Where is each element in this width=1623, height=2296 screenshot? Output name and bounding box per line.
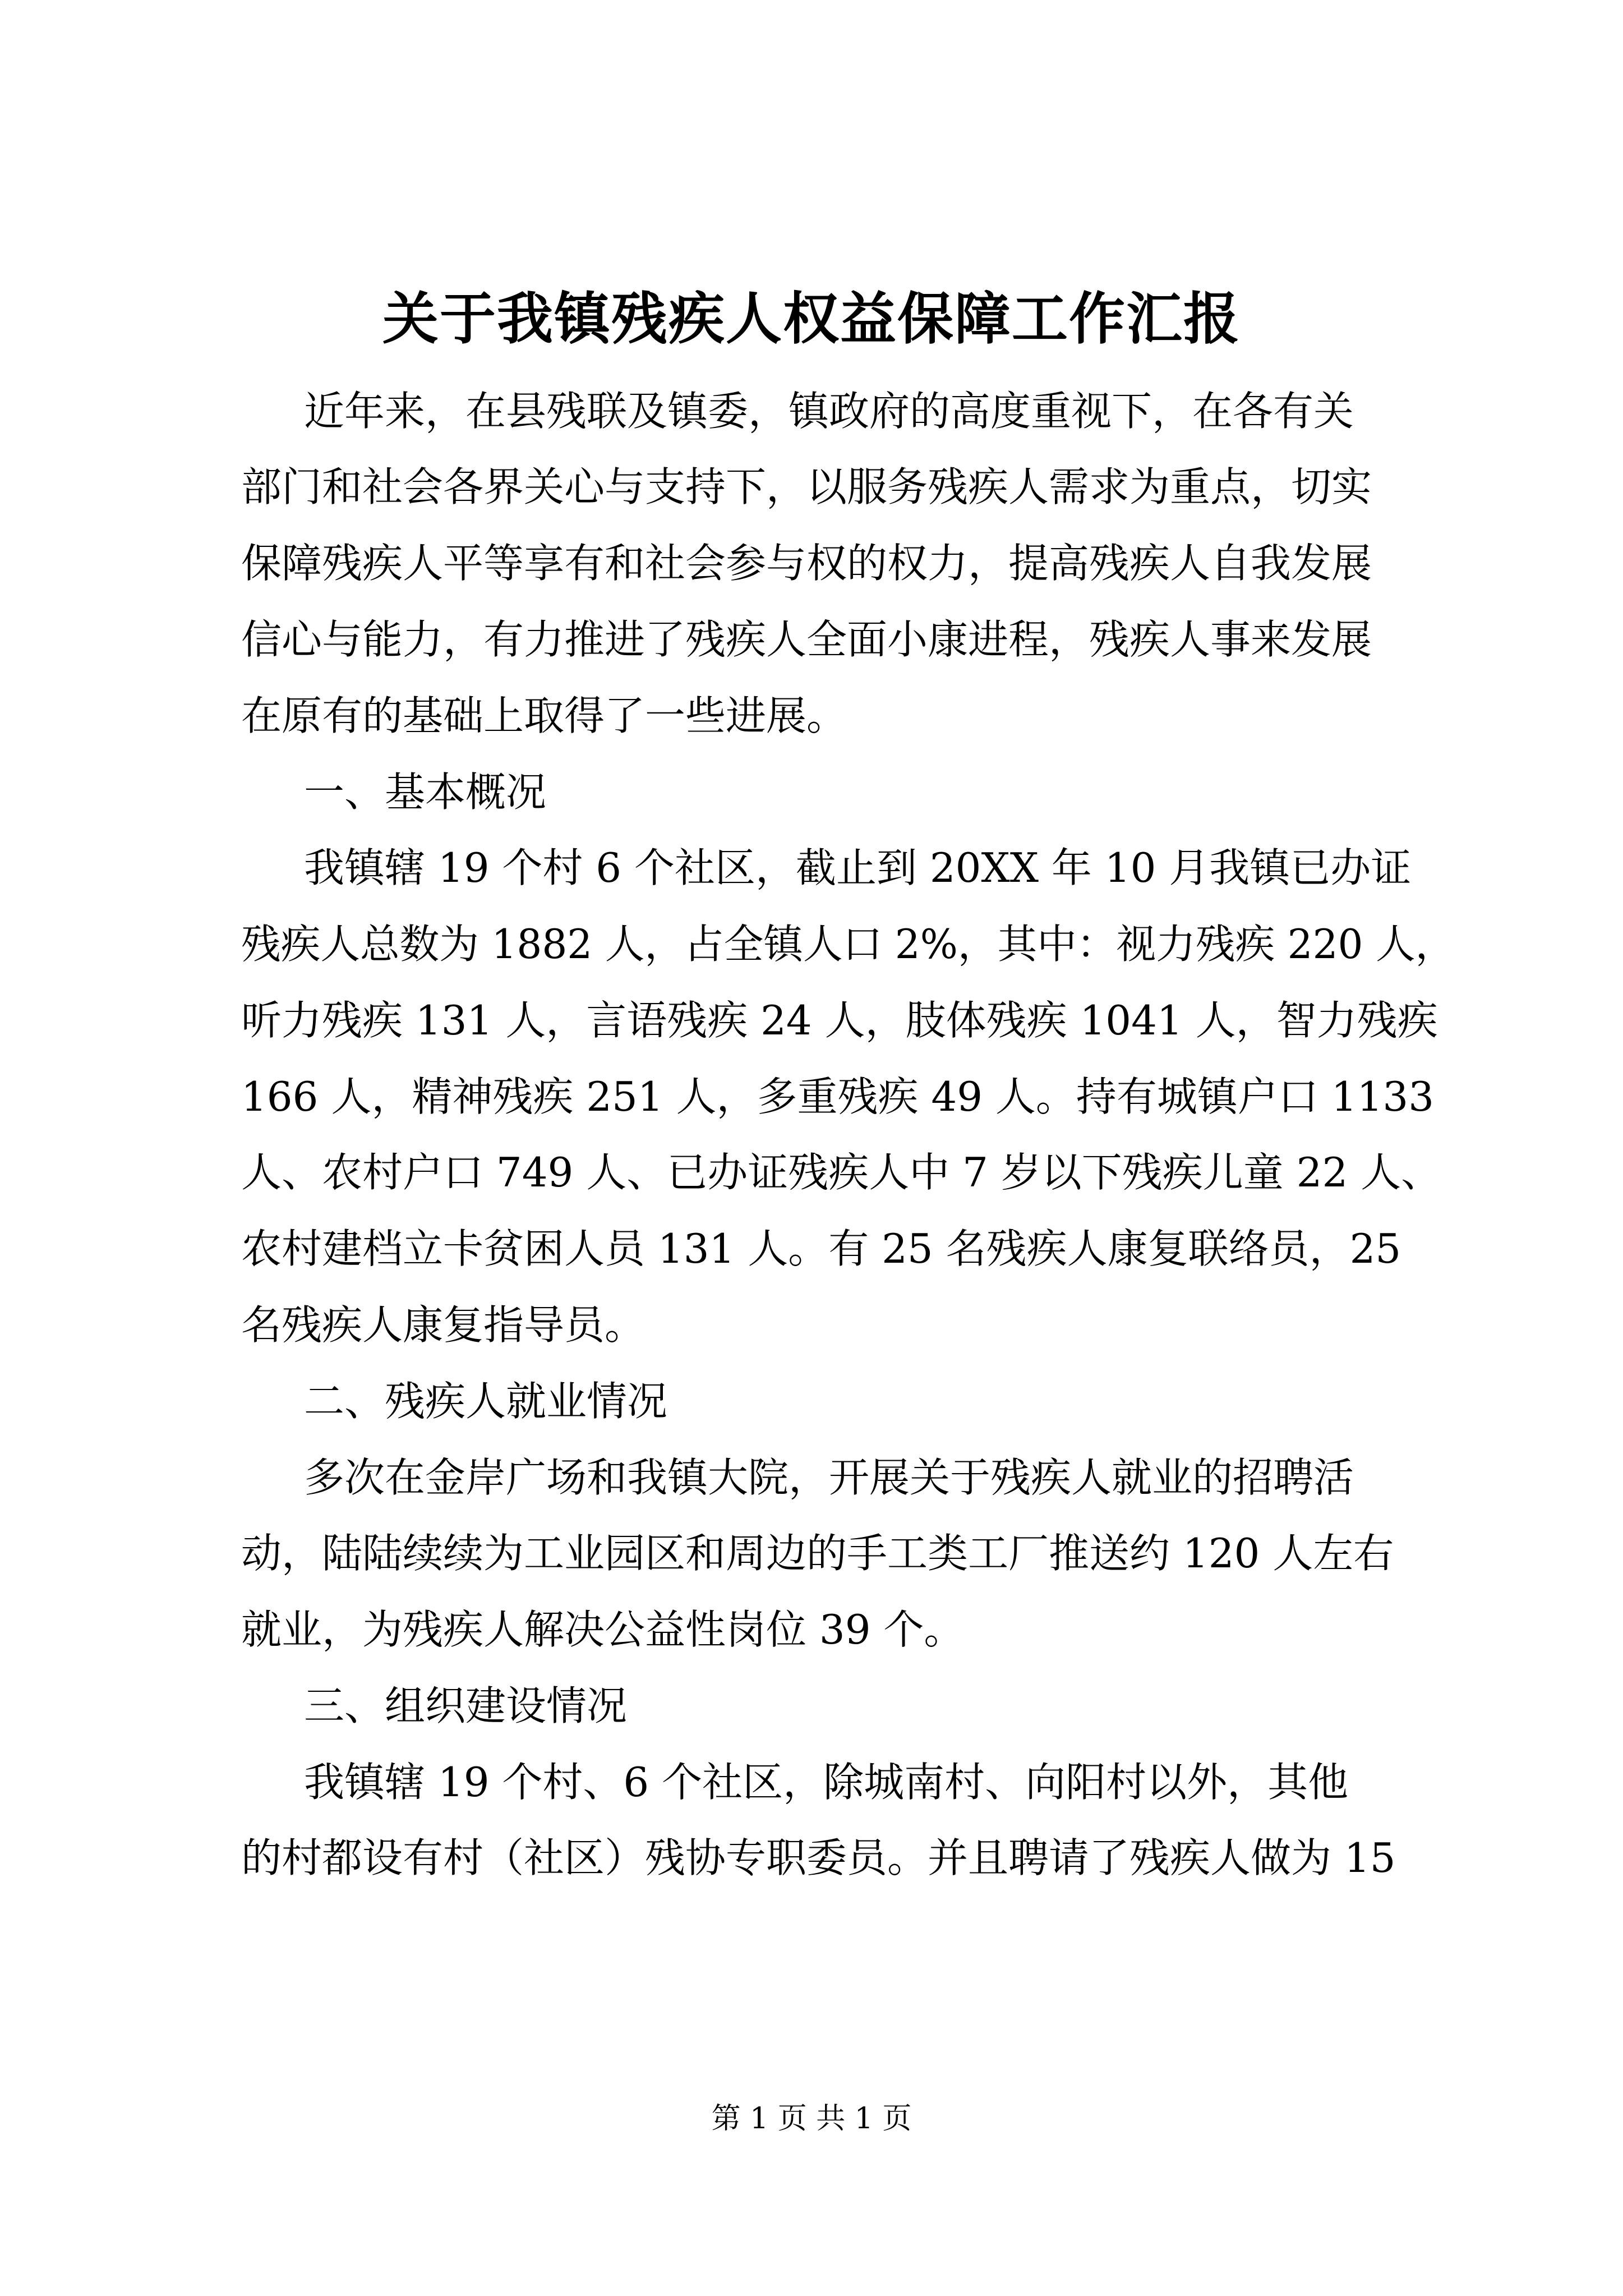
paragraph-line: 多次在金岸广场和我镇大院，开展关于残疾人就业的招聘活 xyxy=(304,1454,1354,1501)
paragraph-line: 我镇辖 19 个村、6 个社区，除城南村、向阳村以外，其他 xyxy=(304,1759,1349,1806)
paragraph-line: 部门和社会各界关心与支持下，以服务残疾人需求为重点，切实 xyxy=(241,463,1372,510)
paragraph-line: 残疾人总数为 1882 人，占全镇人口 2%，其中：视力残疾 220 人， xyxy=(241,921,1455,968)
paragraph-line: 保障残疾人平等享有和社会参与权的权力，提高残疾人自我发展 xyxy=(241,540,1372,587)
paragraph-line: 农村建档立卡贫困人员 131 人。有 25 名残疾人康复联络员，25 xyxy=(241,1225,1401,1272)
section-heading: 三、组织建设情况 xyxy=(304,1682,628,1729)
paragraph-line: 人、农村户口 749 人、已办证残疾人中 7 岁以下残疾儿童 22 人、 xyxy=(241,1149,1442,1196)
paragraph-line: 我镇辖 19 个村 6 个社区，截止到 20XX 年 10 月我镇已办证 xyxy=(304,844,1412,891)
section-heading: 一、基本概况 xyxy=(304,769,547,816)
page-footer: 第 1 页 共 1 页 xyxy=(711,2102,912,2136)
section-heading: 二、残疾人就业情况 xyxy=(304,1378,668,1425)
paragraph-line: 听力残疾 131 人，言语残疾 24 人，肢体残疾 1041 人，智力残疾 xyxy=(241,997,1438,1044)
paragraph-line: 就业，为残疾人解决公益性岗位 39 个。 xyxy=(241,1606,965,1653)
paragraph-line: 166 人，精神残疾 251 人，多重残疾 49 人。持有城镇户口 1133 xyxy=(241,1073,1435,1120)
paragraph-line: 名残疾人康复指导员。 xyxy=(241,1301,645,1349)
paragraph-line: 信心与能力，有力推进了残疾人全面小康进程，残疾人事来发展 xyxy=(241,616,1372,663)
paragraph-line: 近年来，在县残联及镇委，镇政府的高度重视下，在各有关 xyxy=(304,388,1354,435)
paragraph-line: 的村都设有村（社区）残协专职委员。并且聘请了残疾人做为 15 xyxy=(241,1834,1396,1881)
document-title: 关于我镇残疾人权益保障工作汇报 xyxy=(382,286,1241,352)
paragraph-line: 在原有的基础上取得了一些进展。 xyxy=(241,692,847,739)
paragraph-line: 动，陆陆续续为工业园区和周边的手工类工厂推送约 120 人左右 xyxy=(241,1530,1394,1577)
